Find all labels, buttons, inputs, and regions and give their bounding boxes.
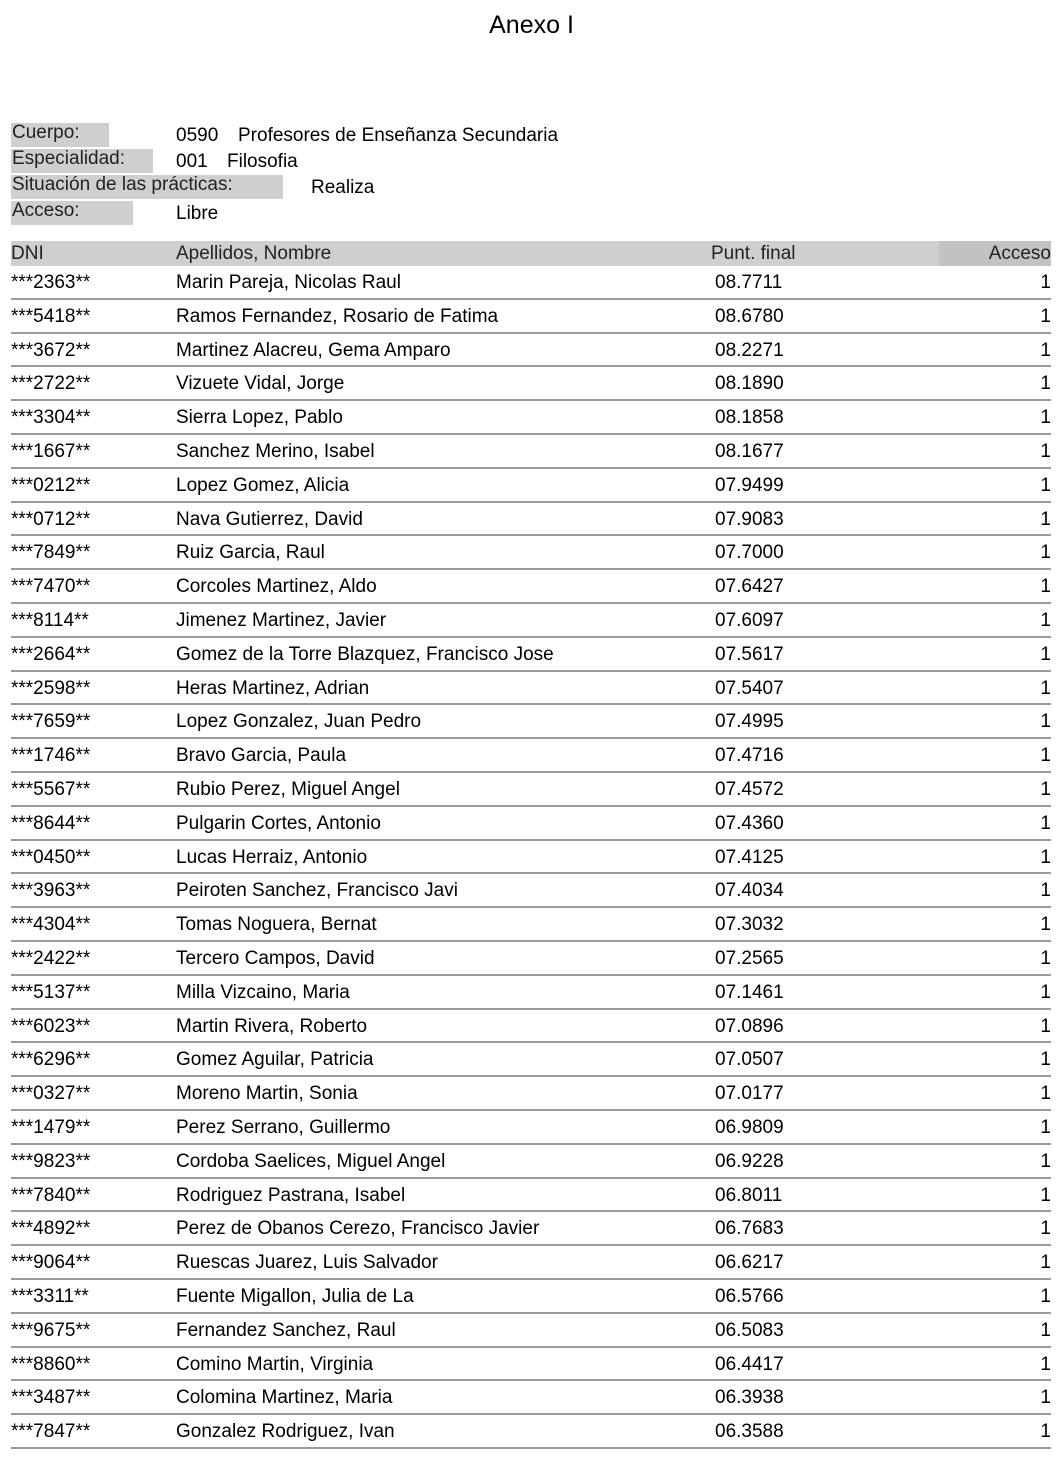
cell-punt: 06.5083 — [715, 1319, 784, 1341]
cuerpo-name: Profesores de Enseñanza Secundaria — [238, 125, 559, 146]
meta-acceso — [11, 201, 711, 227]
cell-acceso: 1 — [1040, 1387, 1051, 1409]
cell-acceso: 1 — [1040, 1116, 1051, 1138]
cell-punt: 08.7711 — [715, 272, 783, 293]
cell-punt: 08.6780 — [715, 305, 784, 327]
cell-punt: 07.4360 — [715, 812, 784, 834]
table-row — [11, 401, 1051, 435]
header-punt: Punt. final — [711, 243, 796, 264]
table-row — [11, 1077, 1051, 1111]
cell-acceso: 1 — [1040, 914, 1051, 936]
table-row — [11, 1111, 1051, 1145]
cell-dni: ***7840** — [11, 1184, 91, 1206]
cell-acceso: 1 — [1040, 812, 1051, 834]
especialidad-name: Filosofia — [227, 151, 298, 172]
cell-punt: 08.1890 — [715, 373, 784, 395]
table-header — [11, 241, 1051, 266]
table-row — [11, 1043, 1051, 1077]
cell-name: Martin Rivera, Roberto — [176, 1015, 368, 1037]
table-row — [11, 908, 1051, 942]
cell-dni: ***0450** — [11, 846, 91, 868]
table-row — [11, 1381, 1051, 1415]
cell-acceso: 1 — [1040, 373, 1051, 395]
cell-acceso: 1 — [1040, 576, 1051, 598]
cell-dni: ***4892** — [11, 1218, 91, 1240]
table-row — [11, 1348, 1051, 1382]
cell-punt: 06.5766 — [715, 1285, 784, 1307]
cell-acceso: 1 — [1040, 609, 1051, 631]
cell-punt: 08.1677 — [715, 440, 784, 462]
cell-acceso: 1 — [1040, 745, 1051, 767]
cell-dni: ***2363** — [11, 272, 91, 293]
cell-punt: 06.3938 — [715, 1387, 784, 1409]
cell-dni: ***9675** — [11, 1319, 91, 1341]
cell-name: Gonzalez Rodriguez, Ivan — [176, 1421, 395, 1443]
cell-acceso: 1 — [1040, 1083, 1051, 1105]
cell-dni: ***2422** — [11, 947, 91, 969]
cell-punt: 06.9809 — [715, 1116, 784, 1138]
cell-dni: ***6296** — [11, 1049, 91, 1071]
cell-punt: 06.3588 — [715, 1421, 784, 1443]
acceso-label: Acceso: — [11, 201, 133, 225]
cell-punt: 07.5617 — [715, 643, 784, 665]
cell-punt: 07.0507 — [715, 1049, 784, 1071]
cell-acceso: 1 — [1040, 339, 1051, 361]
cell-name: Perez de Obanos Cerezo, Francisco Javier — [176, 1218, 540, 1240]
cell-punt: 07.4125 — [715, 846, 784, 868]
cell-acceso: 1 — [1040, 1285, 1051, 1307]
cell-dni: ***3487** — [11, 1387, 91, 1409]
cell-acceso: 1 — [1040, 1049, 1051, 1071]
cell-name: Peiroten Sanchez, Francisco Javi — [176, 880, 458, 902]
cell-punt: 07.1461 — [715, 981, 784, 1003]
cell-acceso: 1 — [1040, 846, 1051, 868]
cell-name: Ruiz Garcia, Raul — [176, 542, 325, 564]
cell-dni: ***9064** — [11, 1252, 91, 1274]
cell-name: Gomez de la Torre Blazquez, Francisco Jose — [176, 643, 554, 665]
cell-dni: ***8860** — [11, 1353, 91, 1375]
cell-acceso: 1 — [1040, 1353, 1051, 1375]
table-row — [11, 1280, 1051, 1314]
cell-name: Sierra Lopez, Pablo — [176, 407, 343, 429]
cell-acceso: 1 — [1040, 1015, 1051, 1037]
header-dni: DNI — [11, 243, 44, 264]
cell-acceso: 1 — [1040, 1218, 1051, 1240]
cell-name: Cordoba Saelices, Miguel Angel — [176, 1150, 446, 1172]
meta-especialidad — [11, 149, 711, 175]
cell-name: Jimenez Martinez, Javier — [176, 609, 387, 631]
cell-dni: ***9823** — [11, 1150, 91, 1172]
table-row — [11, 300, 1051, 334]
cell-acceso: 1 — [1040, 947, 1051, 969]
cell-acceso: 1 — [1040, 305, 1051, 327]
page-title: Anexo I — [489, 11, 574, 39]
table-row — [11, 334, 1051, 368]
cell-name: Rubio Perez, Miguel Angel — [176, 778, 400, 800]
cell-name: Tomas Noguera, Bernat — [176, 914, 377, 936]
cell-name: Marin Pareja, Nicolas Raul — [176, 272, 401, 293]
cell-punt: 08.2271 — [715, 339, 784, 361]
table-row — [11, 1145, 1051, 1179]
acceso-value: Libre — [176, 203, 219, 224]
cell-acceso: 1 — [1040, 440, 1051, 462]
especialidad-label: Especialidad: — [11, 149, 153, 173]
cell-punt: 07.6427 — [715, 576, 784, 598]
situacion-label: Situación de las prácticas: — [11, 175, 283, 199]
cell-name: Corcoles Martinez, Aldo — [176, 576, 377, 598]
cell-dni: ***2722** — [11, 373, 91, 395]
cell-name: Pulgarin Cortes, Antonio — [176, 812, 381, 834]
table-row — [11, 841, 1051, 875]
cell-acceso: 1 — [1040, 542, 1051, 564]
cell-punt: 07.4995 — [715, 711, 784, 733]
table-row — [11, 503, 1051, 537]
cell-dni: ***8644** — [11, 812, 91, 834]
table-row — [11, 266, 1051, 300]
cell-dni: ***5567** — [11, 778, 91, 800]
cell-name: Tercero Campos, David — [176, 947, 375, 969]
cell-punt: 07.4572 — [715, 778, 784, 800]
cell-name: Colomina Martinez, Maria — [176, 1387, 393, 1409]
cell-dni: ***1479** — [11, 1116, 91, 1138]
table-row — [11, 570, 1051, 604]
cuerpo-label: Cuerpo: — [11, 123, 109, 147]
cell-name: Ruescas Juarez, Luis Salvador — [176, 1252, 438, 1274]
table-row — [11, 705, 1051, 739]
cell-dni: ***7659** — [11, 711, 91, 733]
cell-dni: ***2664** — [11, 643, 91, 665]
cell-punt: 07.9083 — [715, 508, 784, 530]
cell-punt: 06.7683 — [715, 1218, 784, 1240]
meta-situacion — [11, 175, 711, 201]
cell-acceso: 1 — [1040, 778, 1051, 800]
table-row — [11, 739, 1051, 773]
cell-name: Martinez Alacreu, Gema Amparo — [176, 339, 451, 361]
cell-dni: ***8114** — [11, 609, 89, 631]
table-row — [11, 773, 1051, 807]
header-name: Apellidos, Nombre — [176, 243, 332, 264]
cell-punt: 07.4716 — [715, 745, 784, 767]
cell-acceso: 1 — [1040, 407, 1051, 429]
cell-dni: ***0327** — [11, 1083, 91, 1105]
cell-acceso: 1 — [1040, 1421, 1051, 1443]
cell-dni: ***7470** — [11, 576, 91, 598]
cell-punt: 06.6217 — [715, 1252, 784, 1274]
cell-dni: ***7849** — [11, 542, 91, 564]
table-row — [11, 1246, 1051, 1280]
cell-punt: 07.4034 — [715, 880, 784, 902]
table-row — [11, 367, 1051, 401]
cell-punt: 07.5407 — [715, 677, 784, 699]
header-acceso: Acceso — [988, 243, 1051, 264]
table-row — [11, 672, 1051, 706]
meta-cuerpo — [11, 123, 711, 149]
cell-acceso: 1 — [1040, 981, 1051, 1003]
cell-dni: ***5137** — [11, 981, 91, 1003]
cell-acceso: 1 — [1040, 474, 1051, 496]
cell-name: Vizuete Vidal, Jorge — [176, 373, 345, 395]
cell-acceso: 1 — [1040, 880, 1051, 902]
table-row — [11, 1212, 1051, 1246]
cell-name: Rodriguez Pastrana, Isabel — [176, 1184, 406, 1206]
cell-punt: 07.9499 — [715, 474, 784, 496]
table-row — [11, 1314, 1051, 1348]
cell-name: Comino Martin, Virginia — [176, 1353, 374, 1375]
cell-name: Perez Serrano, Guillermo — [176, 1116, 391, 1138]
table-row — [11, 1179, 1051, 1213]
situacion-value: Realiza — [311, 177, 375, 198]
cell-punt: 06.4417 — [715, 1353, 784, 1375]
cell-dni: ***2598** — [11, 677, 91, 699]
cell-punt: 07.7000 — [715, 542, 784, 564]
cell-acceso: 1 — [1040, 1184, 1051, 1206]
table-row — [11, 604, 1051, 638]
cell-name: Lucas Herraiz, Antonio — [176, 846, 368, 868]
table-row — [11, 807, 1051, 841]
table-row — [11, 435, 1051, 469]
cell-acceso: 1 — [1040, 643, 1051, 665]
cell-dni: ***4304** — [11, 914, 91, 936]
cell-name: Gomez Aguilar, Patricia — [176, 1049, 374, 1071]
cell-name: Heras Martinez, Adrian — [176, 677, 370, 699]
cell-acceso: 1 — [1040, 677, 1051, 699]
table-row — [11, 638, 1051, 672]
cell-dni: ***1667** — [11, 440, 91, 462]
especialidad-code: 001 — [176, 151, 208, 172]
cell-acceso: 1 — [1040, 272, 1051, 293]
cell-punt: 06.9228 — [715, 1150, 784, 1172]
results-table — [11, 266, 1051, 1449]
cell-name: Lopez Gonzalez, Juan Pedro — [176, 711, 422, 733]
table-row — [11, 1010, 1051, 1044]
cell-acceso: 1 — [1040, 711, 1051, 733]
cell-punt: 07.0177 — [715, 1083, 784, 1105]
cell-name: Fuente Migallon, Julia de La — [176, 1285, 414, 1307]
cell-name: Moreno Martin, Sonia — [176, 1083, 358, 1105]
cell-name: Bravo Garcia, Paula — [176, 745, 347, 767]
cell-dni: ***0212** — [11, 474, 91, 496]
cell-punt: 07.0896 — [715, 1015, 784, 1037]
table-row — [11, 942, 1051, 976]
cell-dni: ***1746** — [11, 745, 91, 767]
cell-dni: ***3672** — [11, 339, 91, 361]
table-row — [11, 469, 1051, 503]
cuerpo-code: 0590 — [176, 125, 219, 146]
cell-acceso: 1 — [1040, 1150, 1051, 1172]
cell-punt: 07.2565 — [715, 947, 784, 969]
cell-dni: ***7847** — [11, 1421, 91, 1443]
cell-acceso: 1 — [1040, 508, 1051, 530]
cell-dni: ***3304** — [11, 407, 91, 429]
cell-punt: 06.8011 — [715, 1184, 783, 1206]
cell-name: Sanchez Merino, Isabel — [176, 440, 375, 462]
table-row — [11, 1415, 1051, 1449]
cell-name: Ramos Fernandez, Rosario de Fatima — [176, 305, 499, 327]
cell-name: Milla Vizcaino, Maria — [176, 981, 350, 1003]
table-row — [11, 874, 1051, 908]
cell-dni: ***6023** — [11, 1015, 91, 1037]
cell-dni: ***0712** — [11, 508, 91, 530]
cell-dni: ***3311** — [11, 1285, 89, 1307]
cell-punt: 08.1858 — [715, 407, 784, 429]
cell-dni: ***3963** — [11, 880, 91, 902]
table-row — [11, 976, 1051, 1010]
cell-acceso: 1 — [1040, 1319, 1051, 1341]
table-row — [11, 536, 1051, 570]
cell-punt: 07.3032 — [715, 914, 784, 936]
cell-acceso: 1 — [1040, 1252, 1051, 1274]
cell-name: Lopez Gomez, Alicia — [176, 474, 350, 496]
cell-dni: ***5418** — [11, 305, 91, 327]
cell-name: Nava Gutierrez, David — [176, 508, 363, 530]
cell-name: Fernandez Sanchez, Raul — [176, 1319, 396, 1341]
cell-punt: 07.6097 — [715, 609, 784, 631]
